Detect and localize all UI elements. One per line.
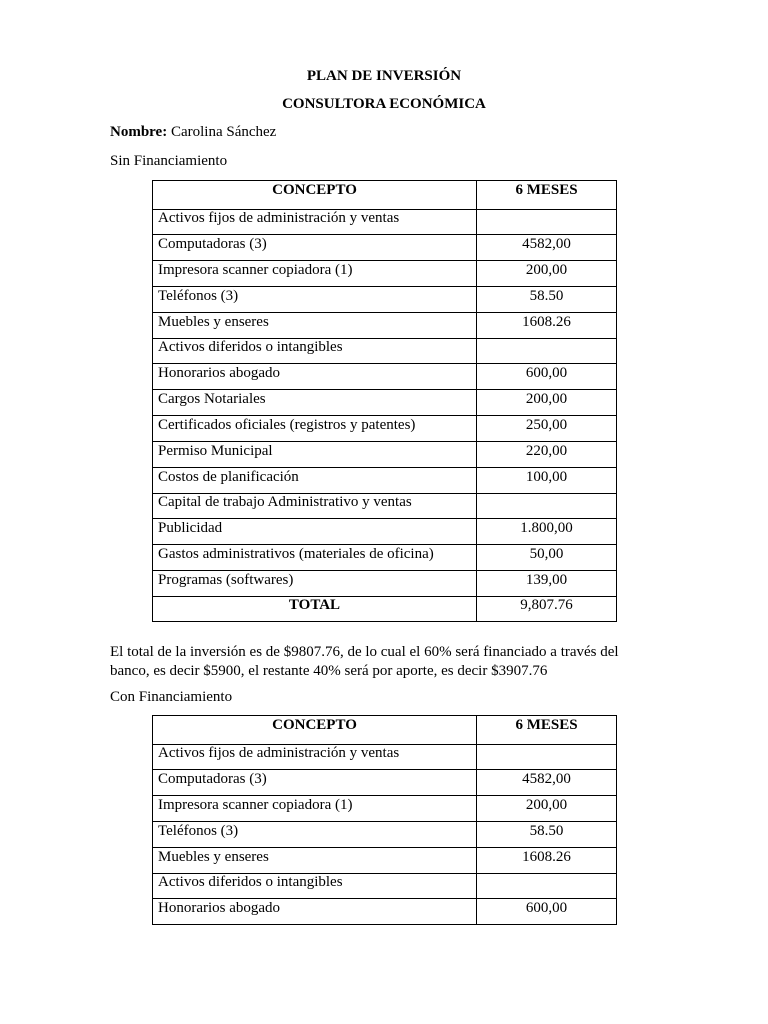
section-label-con-financiamiento: Con Financiamiento <box>110 689 233 705</box>
table-header-row <box>153 181 617 210</box>
value-cell <box>477 210 617 235</box>
concept-cell: Muebles y enseres <box>153 313 477 339</box>
name-label: Nombre: <box>110 124 168 140</box>
concept-cell: Impresora scanner copiadora (1) <box>153 261 477 287</box>
table-row <box>153 364 617 390</box>
table-row <box>153 235 617 261</box>
concept-cell: TOTAL <box>153 597 477 622</box>
concept-cell: Impresora scanner copiadora (1) <box>153 796 477 822</box>
value-cell: 250,00 <box>477 416 617 442</box>
table-section-row <box>153 339 617 364</box>
concept-cell: Activos diferidos o intangibles <box>153 874 477 899</box>
concept-cell: Muebles y enseres <box>153 848 477 874</box>
table-row <box>153 796 617 822</box>
concept-cell: Permiso Municipal <box>153 442 477 468</box>
table-section-row <box>153 494 617 519</box>
table-row <box>153 770 617 796</box>
table-section-row <box>153 874 617 899</box>
value-cell: 200,00 <box>477 261 617 287</box>
table-row <box>153 848 617 874</box>
table-row <box>153 287 617 313</box>
table-row <box>153 416 617 442</box>
value-cell: 1608.26 <box>477 313 617 339</box>
name-value: Carolina Sánchez <box>167 124 277 140</box>
value-cell: 58.50 <box>477 822 617 848</box>
concept-cell: Computadoras (3) <box>153 770 477 796</box>
concept-cell: Teléfonos (3) <box>153 287 477 313</box>
concept-cell: Activos fijos de administración y ventas <box>153 745 477 770</box>
concept-cell: Programas (softwares) <box>153 571 477 597</box>
summary-paragraph: El total de la inversión es de $9807.76, de lo cual el 60% será financiado a través del banco, es decir $5900, el restante 40% será por aporte, es decir $3907.76 <box>110 644 619 679</box>
table-row <box>153 313 617 339</box>
value-cell: 200,00 <box>477 390 617 416</box>
value-cell: 58.50 <box>477 287 617 313</box>
value-cell <box>477 339 617 364</box>
investment-table-sin-financiamiento <box>152 180 617 622</box>
table-row <box>153 822 617 848</box>
concept-cell: Costos de planificación <box>153 468 477 494</box>
table-row <box>153 261 617 287</box>
value-cell <box>477 745 617 770</box>
value-cell: 1608.26 <box>477 848 617 874</box>
table-row <box>153 571 617 597</box>
concept-cell: Honorarios abogado <box>153 899 477 925</box>
concept-cell: Activos diferidos o intangibles <box>153 339 477 364</box>
concept-cell: Cargos Notariales <box>153 390 477 416</box>
value-cell: 600,00 <box>477 899 617 925</box>
document-title: PLAN DE INVERSIÓN <box>306 68 462 84</box>
concept-cell: Computadoras (3) <box>153 235 477 261</box>
column-header-concepto: CONCEPTO <box>153 716 477 745</box>
value-cell: 100,00 <box>477 468 617 494</box>
column-header-concepto: CONCEPTO <box>153 181 477 210</box>
section-label-sin-financiamiento: Sin Financiamiento <box>110 153 228 169</box>
value-cell: 220,00 <box>477 442 617 468</box>
concept-cell: Activos fijos de administración y ventas <box>153 210 477 235</box>
table-row <box>153 899 617 925</box>
document-subtitle: CONSULTORA ECONÓMICA <box>282 96 486 112</box>
concept-cell: Teléfonos (3) <box>153 822 477 848</box>
table-header-row <box>153 716 617 745</box>
table-row <box>153 468 617 494</box>
investment-table-con-financiamiento <box>152 715 617 925</box>
table-section-row <box>153 745 617 770</box>
table-row <box>153 390 617 416</box>
value-cell: 200,00 <box>477 796 617 822</box>
table-section-row <box>153 210 617 235</box>
value-cell: 50,00 <box>477 545 617 571</box>
value-cell: 4582,00 <box>477 235 617 261</box>
concept-cell: Publicidad <box>153 519 477 545</box>
table-row <box>153 545 617 571</box>
value-cell: 9,807.76 <box>477 597 617 622</box>
column-header-6-meses: 6 MESES <box>477 181 617 210</box>
value-cell: 600,00 <box>477 364 617 390</box>
value-cell <box>477 874 617 899</box>
table-total-row <box>153 597 617 622</box>
concept-cell: Capital de trabajo Administrativo y ventas <box>153 494 477 519</box>
value-cell <box>477 494 617 519</box>
concept-cell: Gastos administrativos (materiales de oficina) <box>153 545 477 571</box>
value-cell: 139,00 <box>477 571 617 597</box>
value-cell: 4582,00 <box>477 770 617 796</box>
concept-cell: Certificados oficiales (registros y patentes) <box>153 416 477 442</box>
table-row <box>153 519 617 545</box>
name-line <box>110 124 276 141</box>
value-cell: 1.800,00 <box>477 519 617 545</box>
column-header-6-meses: 6 MESES <box>477 716 617 745</box>
table-row <box>153 442 617 468</box>
concept-cell: Honorarios abogado <box>153 364 477 390</box>
